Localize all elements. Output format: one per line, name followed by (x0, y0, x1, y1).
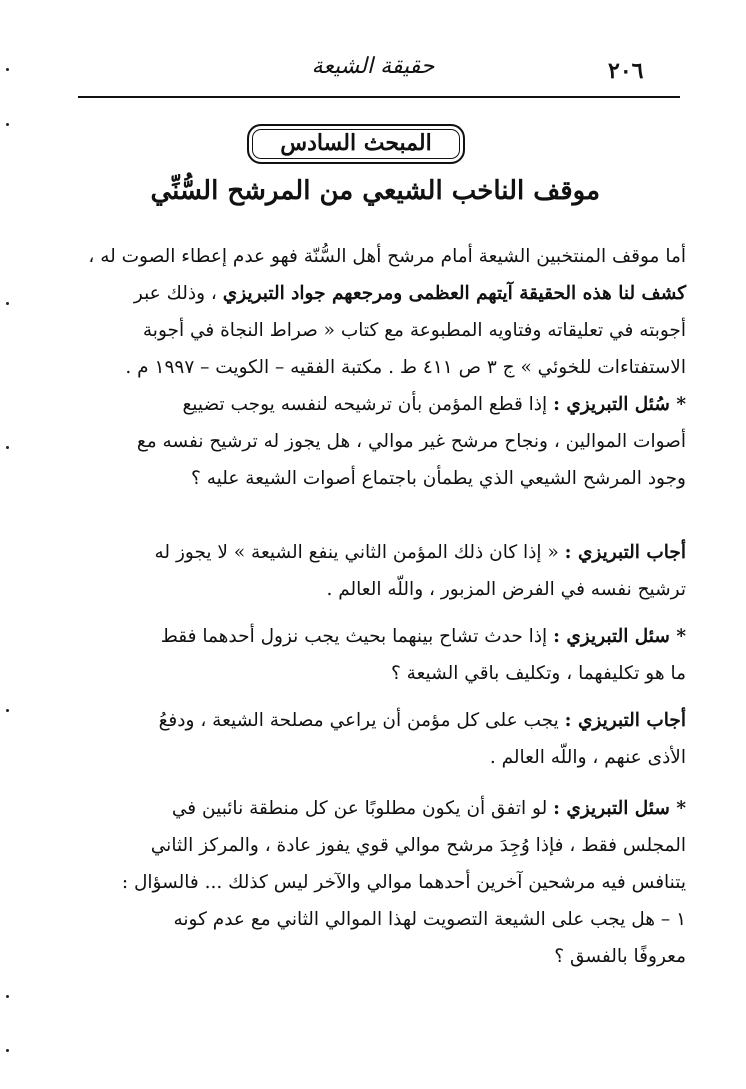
text-line (66, 702, 686, 739)
margin-mark (6, 709, 9, 712)
text-fragment: « إذا كان ذلك المؤمن الثاني ينفع الشيعة » لا يجوز له (154, 542, 559, 563)
text-line: ترشيح نفسه في الفرض المزبور ، واللّه العالم . (326, 579, 686, 600)
margin-mark (6, 302, 9, 305)
margin-mark (6, 446, 9, 449)
intro-paragraph (66, 238, 686, 386)
question-2 (66, 618, 686, 692)
text-line (66, 618, 686, 655)
section-title: المبحث السادس (280, 130, 432, 156)
question-3 (66, 790, 686, 975)
text-line: ما هو تكليفهما ، وتكليف باقي الشيعة ؟ (390, 663, 686, 684)
text-line: وجود المرشح الشيعي الذي يطمأن باجتماع أصوات الشيعة عليه ؟ (191, 468, 686, 489)
text-line: أجوبته في تعليقاته وفتاويه المطبوعة مع كتاب « صراط النجاة في أجوبة (142, 320, 686, 341)
margin-mark (6, 123, 9, 126)
text-fragment: لو اتفق أن يكون مطلوبًا عن كل منطقة نائبين في (171, 798, 548, 819)
page-number: ٢٠٦ (608, 58, 644, 84)
text-line (66, 790, 686, 827)
main-heading: موقف الناخب الشيعي من المرشح السُّنِّي (150, 176, 600, 206)
text-line (66, 386, 686, 423)
answer-label: أجاب التبريزي : (564, 710, 686, 731)
question-label: * سُئل التبريزي : (553, 394, 686, 415)
question-label: * سئل التبريزي : (553, 626, 686, 647)
answer-1 (66, 534, 686, 608)
question-label: * سئل التبريزي : (553, 798, 686, 819)
answer-label: أجاب التبريزي : (564, 542, 686, 563)
running-header-title: حقيقة الشيعة (311, 54, 435, 79)
text-fragment: إذا حدث تشاح بينهما بحيث يجب نزول أحدهما فقط (160, 626, 548, 647)
text-line: أما موقف المنتخبين الشيعة أمام مرشح أهل السُّنّة فهو عدم إعطاء الصوت له ، (88, 246, 686, 267)
text-line: ١ – هل يجب على الشيعة التصويت لهذا الموالي الثاني مع عدم كونه (173, 909, 686, 930)
margin-mark (6, 1049, 9, 1052)
header-divider (78, 96, 680, 98)
bold-phrase: كشف لنا هذه الحقيقة آيتهم العظمى ومرجعهم جواد التبريزي (222, 283, 686, 304)
text-line (66, 534, 686, 571)
answer-2 (66, 702, 686, 776)
text-fragment: ، وذلك عبر (133, 283, 217, 304)
text-fragment: إذا قطع المؤمن بأن ترشيحه لنفسه يوجب تضييع (182, 394, 548, 415)
text-line: يتنافس فيه مرشحين آخرين أحدهما موالي والآخر ليس كذلك ... فالسؤال : (121, 872, 686, 893)
margin-mark (6, 68, 9, 71)
text-fragment: يجب على كل مؤمن أن يراعي مصلحة الشيعة ، ودفعُ (158, 710, 559, 731)
text-line: الأذى عنهم ، واللّه العالم . (489, 747, 686, 768)
margin-mark (6, 995, 9, 998)
text-line: المجلس فقط ، فإذا وُجِدَ مرشح موالي قوي يفوز عادة ، والمركز الثاني (150, 835, 686, 856)
text-line: الاستفتاءات للخوئي » ج ٣ ص ٤١١ ط . مكتبة الفقيه – الكويت – ١٩٩٧ م . (125, 357, 686, 378)
question-1 (66, 386, 686, 497)
text-line: أصوات الموالين ، ونجاح مرشح غير موالي ، هل يجوز له ترشيح نفسه مع (136, 431, 686, 452)
text-line: معروفًا بالفسق ؟ (554, 946, 686, 967)
text-line (66, 275, 686, 312)
